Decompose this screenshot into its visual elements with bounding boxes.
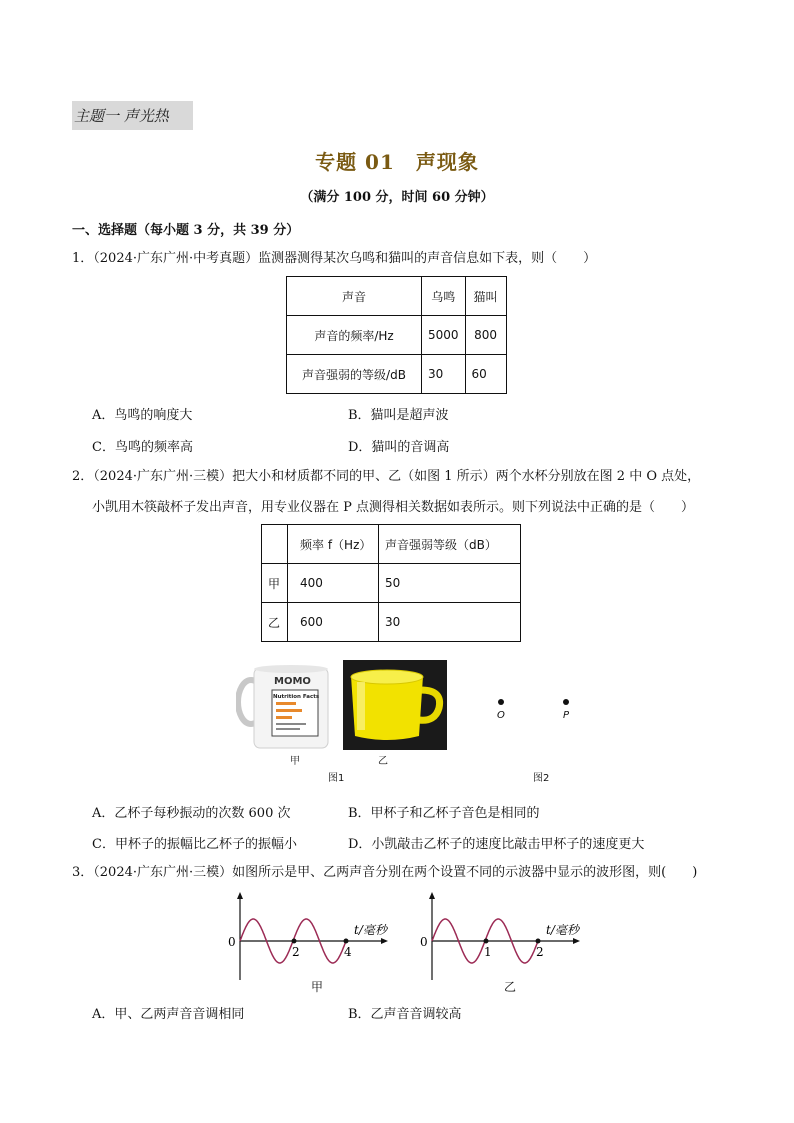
table-cell: 甲 <box>262 564 288 603</box>
table-cell: 乙 <box>262 603 288 642</box>
axis-label: t/毫秒 <box>546 923 579 937</box>
tick-label: 4 <box>344 945 352 959</box>
q3-option-b: B．乙声音音调较高 <box>348 1007 462 1022</box>
q1-option-b: B．猫叫是超声波 <box>348 408 449 423</box>
mug-a-image <box>236 660 336 752</box>
table-row <box>287 277 507 316</box>
q2-option-a: A．乙杯子每秒振动的次数 600 次 <box>92 806 291 821</box>
table-cell: 30 <box>379 603 521 642</box>
table-cell: 30 <box>422 355 466 394</box>
q3-option-a: A．甲、乙两声音音调相同 <box>92 1007 245 1022</box>
table-cell: 乌鸣 <box>422 277 466 316</box>
table-row <box>287 355 507 394</box>
waveform-graph-b <box>414 890 594 990</box>
axis-label: t/毫秒 <box>354 923 387 937</box>
tick-label: 2 <box>536 945 544 959</box>
q2-option-c: C．甲杯子的振幅比乙杯子的振幅小 <box>92 837 297 852</box>
waveform-graph-a <box>222 890 402 990</box>
table-cell: 声音强弱等级（dB） <box>379 525 521 564</box>
page-title: 专题 01 声现象 <box>315 150 479 174</box>
table-cell: 60 <box>465 355 506 394</box>
table-cell: 声音强弱的等级/dB <box>287 355 422 394</box>
point-p-label: P <box>563 710 570 721</box>
q1-option-d: D．猫叫的音调高 <box>348 440 450 455</box>
q1-stem: 1．（2024·广东广州·中考真题）监测器测得某次乌鸣和猫叫的声音信息如下表，则（ ） <box>72 251 597 266</box>
origin-label: 0 <box>420 935 428 949</box>
page-subtitle: （满分 100 分，时间 60 分钟） <box>300 190 494 205</box>
table-cell: 800 <box>465 316 506 355</box>
table-cell <box>262 525 288 564</box>
point-o-label: O <box>497 710 505 721</box>
q1-option-c: C．鸟鸣的频率高 <box>92 440 193 455</box>
graph-b-caption: 乙 <box>504 980 517 994</box>
tick-label: 2 <box>292 945 300 959</box>
mug-b-image <box>343 660 447 750</box>
section-heading: 一、选择题（每小题 3 分，共 39 分） <box>72 223 300 238</box>
table-row <box>262 603 521 642</box>
q3-stem: 3．（2024·广东广州·三模）如图所示是甲、乙两声音分别在两个设置不同的示波器中显示的波形图，则( ) <box>72 865 698 880</box>
table-row <box>262 525 521 564</box>
q2-option-b: B．甲杯子和乙杯子音色是相同的 <box>348 806 540 821</box>
table-cell: 声音 <box>287 277 422 316</box>
q2-stem-line1: 2．（2024·广东广州·三模）把大小和材质都不同的甲、乙（如图 1 所示）两个水杯分别放在图 2 中 O 点处， <box>72 469 701 484</box>
graph-a-caption: 甲 <box>311 980 324 994</box>
mug-label-text: Nutrition Facts <box>273 694 320 700</box>
q2-option-d: D．小凯敲击乙杯子的速度比敲击甲杯子的速度更大 <box>348 837 645 852</box>
table-row <box>287 316 507 355</box>
mug-brand-text: MOMO <box>274 676 311 687</box>
topic-tag: 主题一 声光热 <box>72 101 193 130</box>
table-cell: 600 <box>288 603 379 642</box>
fig2-caption: 图2 <box>533 773 550 784</box>
tick-label: 1 <box>484 945 492 959</box>
fig1-cup-a-label: 甲 <box>290 756 300 767</box>
table-cell: 猫叫 <box>465 277 506 316</box>
table-cell: 频率 f（Hz） <box>288 525 379 564</box>
table-cell: 5000 <box>422 316 466 355</box>
table-cell: 50 <box>379 564 521 603</box>
table-cell: 声音的频率/Hz <box>287 316 422 355</box>
fig1-cup-b-label: 乙 <box>378 756 388 767</box>
q1-table <box>286 276 507 394</box>
fig1-caption: 图1 <box>328 773 345 784</box>
q2-table <box>261 524 521 642</box>
q1-option-a: A．鸟鸣的响度大 <box>92 408 193 423</box>
origin-label: 0 <box>228 935 236 949</box>
table-cell: 400 <box>288 564 379 603</box>
q2-stem-line2: 小凯用木筷敲杯子发出声音，用专业仪器在 P 点测得相关数据如表所示。则下列说法中正确的是（ ） <box>92 500 695 515</box>
point-p <box>563 699 569 705</box>
table-row <box>262 564 521 603</box>
point-o <box>498 699 504 705</box>
